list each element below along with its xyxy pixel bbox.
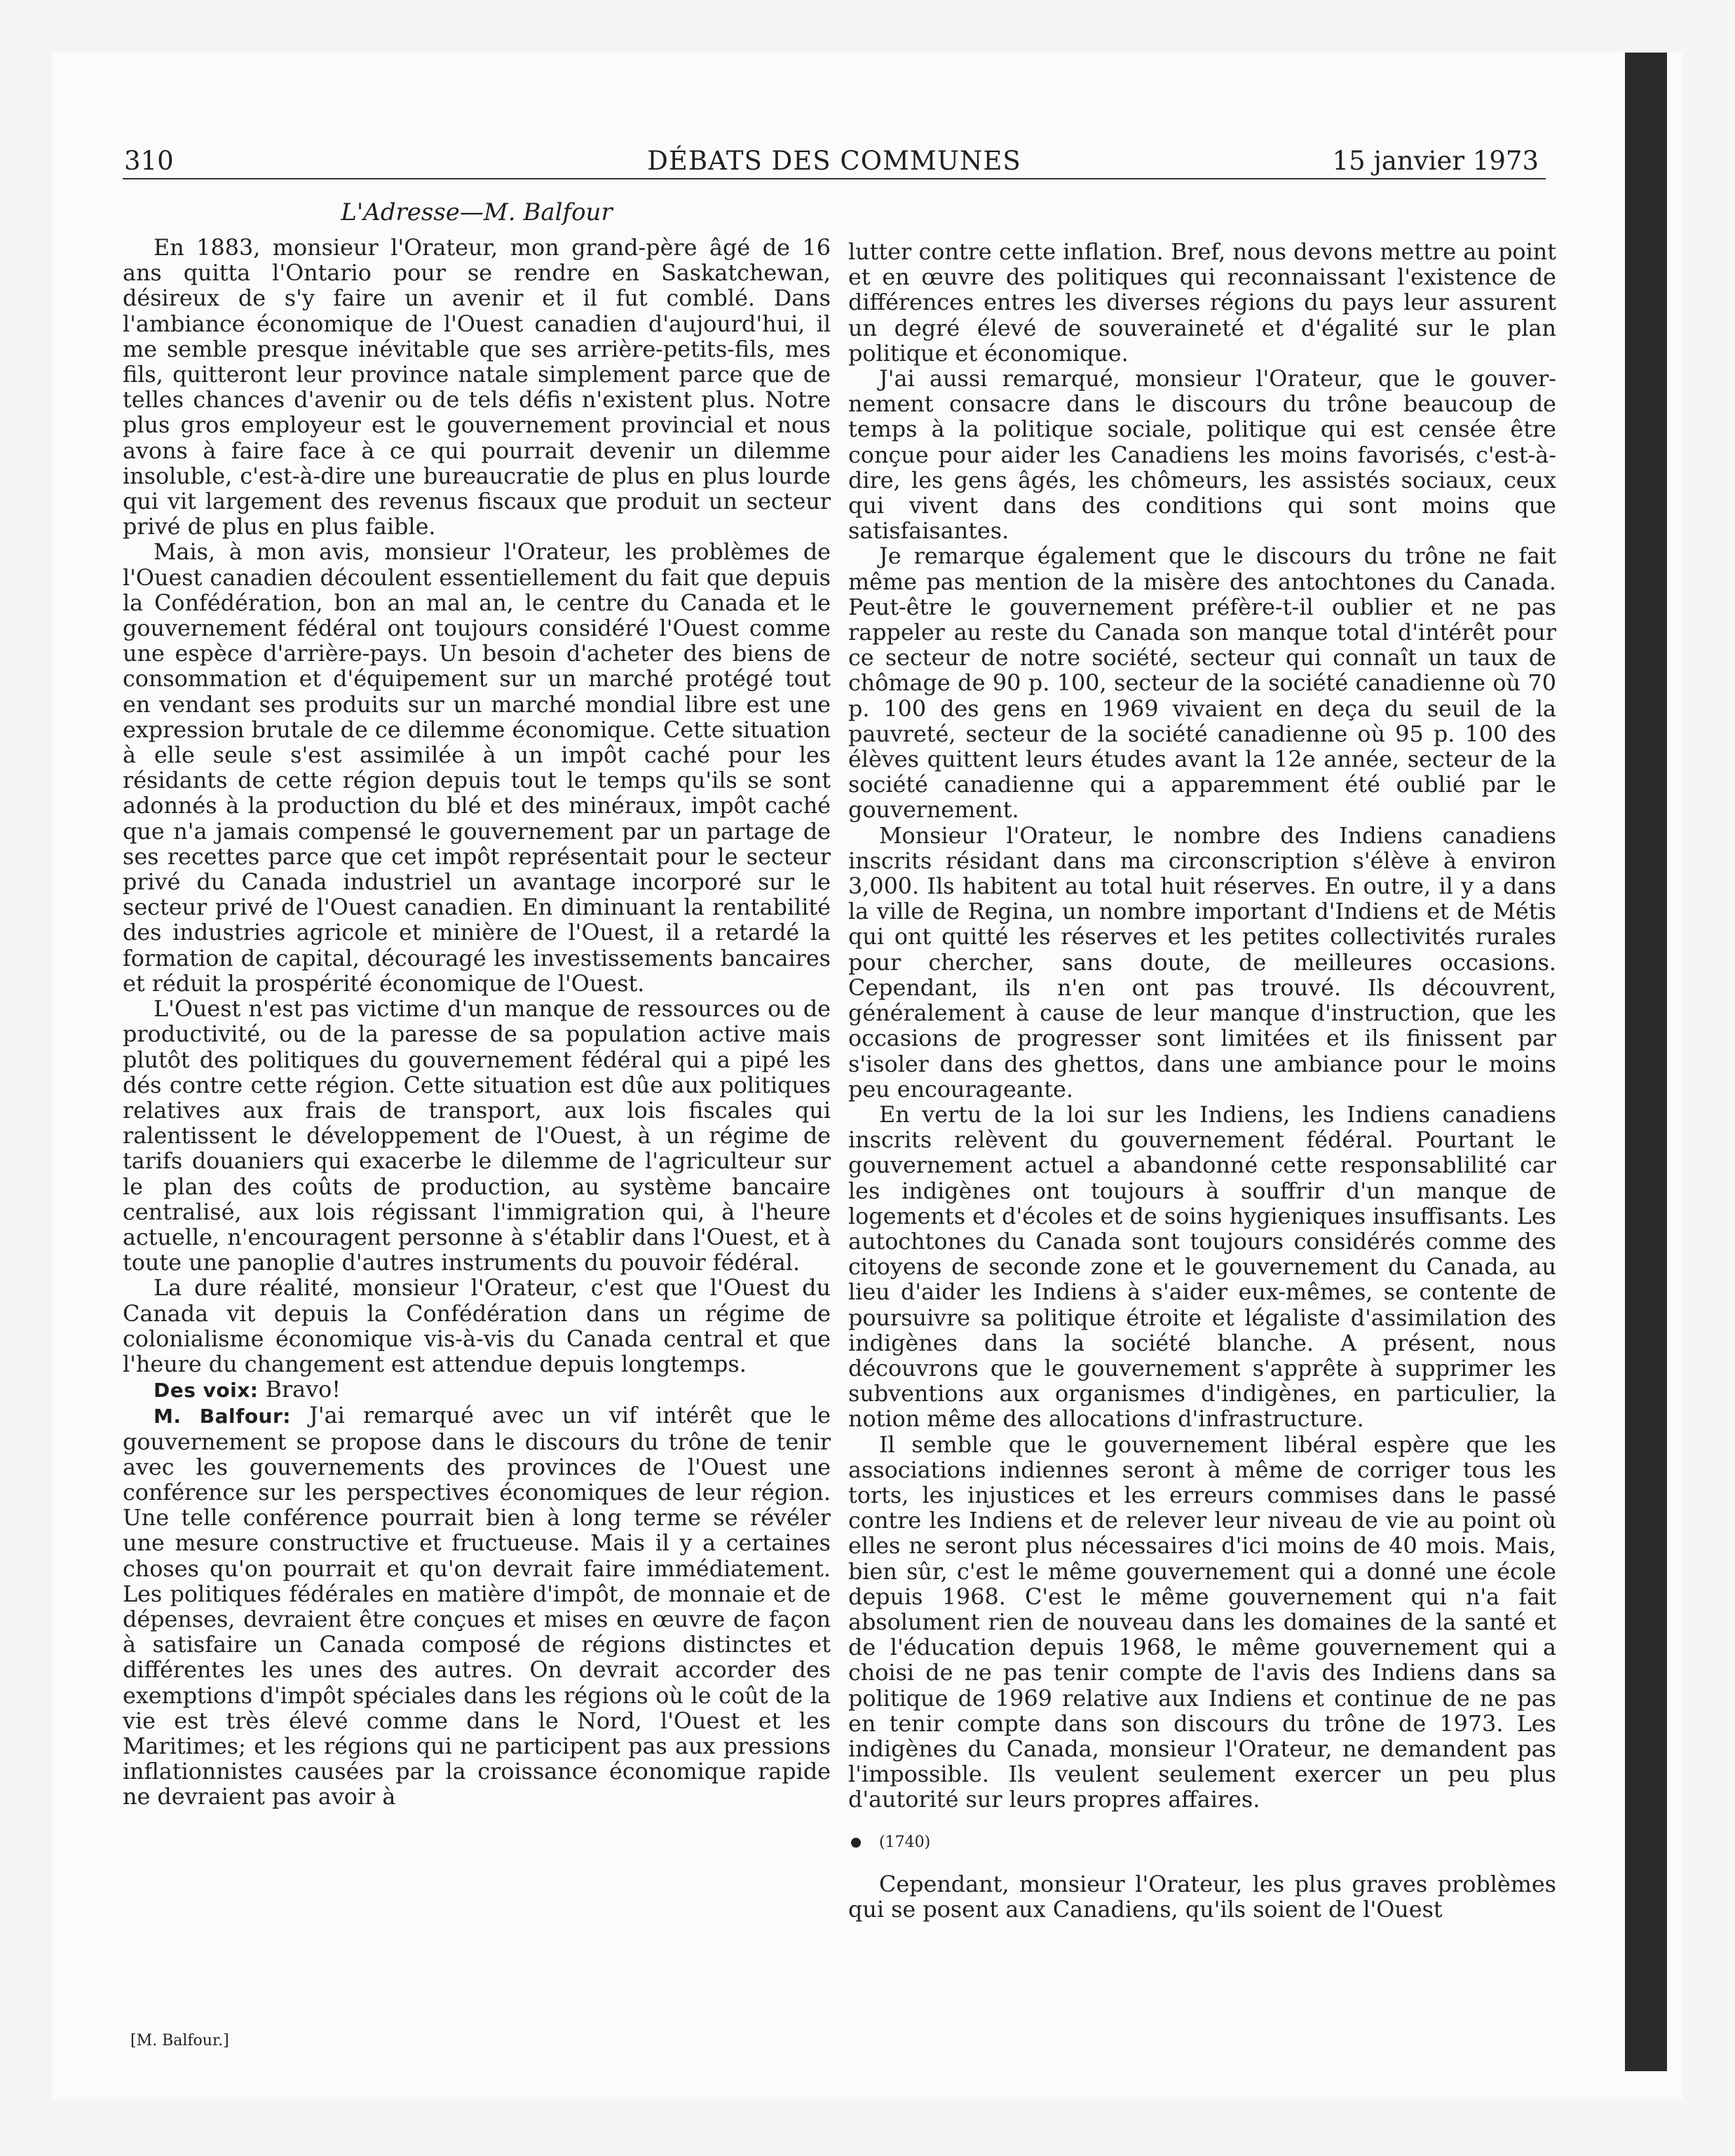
paragraph: L'Ouest n'est pas victime d'un manque de ressources ou de productivité, ou de la paresse de sa population active mais plutôt des politiques du gouvernement fédéral qui a pipé les dés contre cette région. Cette situation est dûe aux politiques relatives aux frais de transport, aux lois fiscales qui ralentissent le développement de l'Ouest, à un régime de tarifs douaniers qui exacerbe le dilemme de l'agriculteur sur le plan des coûts de production, au système bancaire centralisé, aux lois régissant l'immigration qui, à l'heure actuelle, n'encouragent personne à s'établir dans l'Ouest, et à toute une panoplie d'autres instruments du pouvoir fédéral. [123,996,831,1276]
speech-text: Bravo! [265,1377,341,1403]
paragraph: lutter contre cette inflation. Bref, nous devons mettre au point et en œuvre des politiques qui reconnaissant l'existence de différences entres les diverses régions du pays leur assurent un degré élevé de souveraineté et d'égalité sur le plan politique et économique. [848,239,1556,367]
paragraph: En 1883, monsieur l'Orateur, mon grand-père âgé de 16 ans quitta l'Ontario pour se rendre en Saskatchewan, désireux de s'y faire un avenir et il fut comblé. Dans l'ambiance économique de l'Ouest canadien d'aujourd'hui, il me semble presque inévitable que ses arrière-petits-fils, mes fils, quitteront leur province natale simplement parce que de telles chances d'avenir ou de tels défis n'existent plus. Notre plus gros employeur est le gouvernement provincial et nous avons à faire face à ce qui pourrait devenir un dilemme insoluble, c'est-à-dire une bureaucratie de plus en plus lourde qui vit largement des revenus fiscaux que produit un secteur privé de plus en plus faible. [123,235,831,540]
paragraph: La dure réalité, monsieur l'Orateur, c'est que l'Ouest du Canada vit depuis la Confédération dans un régime de colonialisme économique vis-à-vis du Canada central et que l'heure du changement est attendue depuis longtemps. [123,1275,831,1377]
paragraph: Monsieur l'Orateur, le nombre des Indiens canadiens inscrits résidant dans ma circonscription s'élève à environ 3,000. Ils habitent au total huit réserves. En outre, il y a dans la ville de Regina, un nombre important d'Indiens et de Métis qui ont quitté les réserves et les petites collectivités rurales pour chercher, sans doute, de meilleures occasions. Cependant, ils n'en ont pas trouvé. Ils découvrent, généralement à cause de leur manque d'instruction, que les occasions de progresser sont limitées et ils finissent par s'isoler dans des ghettos, dans une ambiance pour le moins peu encourageante. [848,822,1556,1103]
paragraph: Il semble que le gouvernement libéral espère que les associations indiennes seront à même de corriger tous les torts, les injustices et les erreurs commises dans le passé contre les Indiens et de relever leur niveau de vie au point où elles ne seront plus nécessaires d'ici moins de 40 mois. Mais, bien sûr, c'est le même gouvernement qui a donné une école depuis 1968. C'est le même gouvernement qui n'a fait absolument rien de nouveau dans les domaines de la santé et de l'éducation depuis 1968, le même gouvernement qui a choisi de ne pas tenir compte de l'avis des Indiens dans sa politique de 1969 relative aux Indiens et continue de ne pas en tenir compte dans son discours du trône de 1973. Les indigènes du Canada, monsieur l'Orateur, ne demandent pas l'impossible. Ils veulent seulement exercer un peu plus d'autorité sur leurs propres affaires. [848,1431,1556,1813]
paragraph: Je remarque également que le discours du trône ne fait même pas mention de la misère des antochtones du Canada. Peut-être le gouvernement préfère-t-il oublier et ne pas rappeler au reste du Canada son manque total d'intérêt pour ce secteur de notre société, secteur qui connaît un taux de chômage de 90 p. 100, secteur de la société canadienne où 70 p. 100 des gens en 1969 vivaient en deça du seuil de la pauvreté, secteur de la société canadienne où 95 p. 100 des élèves quittent leurs études avant la 12e année, secteur de la société canadienne qui a apparemment été oublié par le gouvernement. [848,543,1556,824]
left-column [123,236,831,1810]
speech-entry [123,1403,831,1810]
scan-edge-bar [1625,53,1667,2071]
speaker-name: Des voix: [154,1379,259,1403]
publication-date: 15 janvier 1973 [1332,146,1539,176]
time-marker-text: (1740) [879,1833,931,1851]
paragraph: J'ai aussi remarqué, monsieur l'Orateur, que le gouvernement consacre dans le discours du trône beaucoup de temps à la politique sociale, politique qui est censée être conçue pour aider les Canadiens les moins favorisés, c'est-à-dire, les gens âgés, les chômeurs, les assistés sociaux, ceux qui vivent dans des conditions qui sont moins que satisfaisantes. [848,366,1556,545]
page-number: 310 [124,146,174,176]
right-column [848,240,1556,1923]
running-head: L'Adresse—M. Balfour [341,198,613,226]
speaker-footer-note: [M. Balfour.] [130,2032,229,2049]
speaker-name: M. Balfour: [154,1405,291,1428]
paragraph: Mais, à mon avis, monsieur l'Orateur, les problèmes de l'Ouest canadien découlent essentiellement du fait que depuis la Confédération, bon an mal an, le centre du Canada et le gouvernement fédéral ont toujours considéré l'Ouest comme une espèce d'arrière-pays. Un besoin d'acheter des biens de consommation et d'équipement sur un marché protégé tout en vendant ses produits sur un marché mondial libre est une expression brutale de ce dilemme économique. Cette situation à elle seule s'est assimilée à un impôt caché pour les résidants de cette région depuis tout le temps qu'ils se sont adonnés à la production du blé et des minéraux, impôt caché que n'a jamais compensé le gouvernement par un partage de ses recettes parce que cet impôt représentait pour le secteur privé du Canada industriel un avantage incorporé sur le secteur privé de l'Ouest canadien. En diminuant la rentabilité des industries agricole et minière de l'Ouest, il a retardé la formation de capital, découragé les investissements bancaires et réduit la prospérité économique de l'Ouest. [123,539,831,997]
publication-title: DÉBATS DES COMMUNES [647,146,1021,176]
paragraph: En vertu de la loi sur les Indiens, les Indiens canadiens inscrits relèvent du gouvernement fédéral. Pourtant le gouvernement actuel a abandonné cette responsablilité car les indigènes ont toujours à souffrir d'un manque de logements et d'écoles et de soins hygieniques insuffisants. Les autochtones du Canada sont toujours considérés comme des citoyens de seconde zone et le gouvernement du Canada, au lieu d'aider les Indiens à s'aider eux-mêmes, se contente de poursuivre sa politique étroite et légaliste d'assimilation des indigènes dans la société blanche. A présent, nous découvrons que le gouvernement s'apprête à supprimer les subventions aux organismes d'indigènes, en particulier, la notion même des allocations d'infrastructure. [848,1101,1556,1433]
speech-entry [123,1377,831,1403]
bullet-icon [851,1838,861,1848]
time-marker [848,1833,1556,1853]
speech-text: J'ai remarqué avec un vif intérêt que le gouvernement se propose dans le discours du trône de tenir avec les gouvernements des provinces de l'Ouest une conférence sur les perspectives économiques de leur région. Une telle conférence pourrait bien à long terme se révéler une mesure constructive et fructueuse. Mais il y a certaines choses qu'on pourrait et qu'on devrait faire immédiatement. Les politiques fédérales en matière d'impôt, de monnaie et de dépenses, devraient être conçues et mises en œuvre de façon à satisfaire un Canada composé de régions distinctes et différentes les unes des autres. On devrait accorder des exemptions d'impôt spéciales dans les régions où le coût de la vie est très élevé comme dans le Nord, l'Ouest et les Maritimes; et les régions qui ne participent pas aux pressions inflationnistes causées par la croissance économique rapide ne devraient pas avoir à [123,1403,831,1810]
paragraph: Cependant, monsieur l'Orateur, les plus graves problèmes qui se posent aux Canadiens, qu'ils soient de l'Ouest [848,1871,1556,1923]
page-header [123,146,1546,179]
